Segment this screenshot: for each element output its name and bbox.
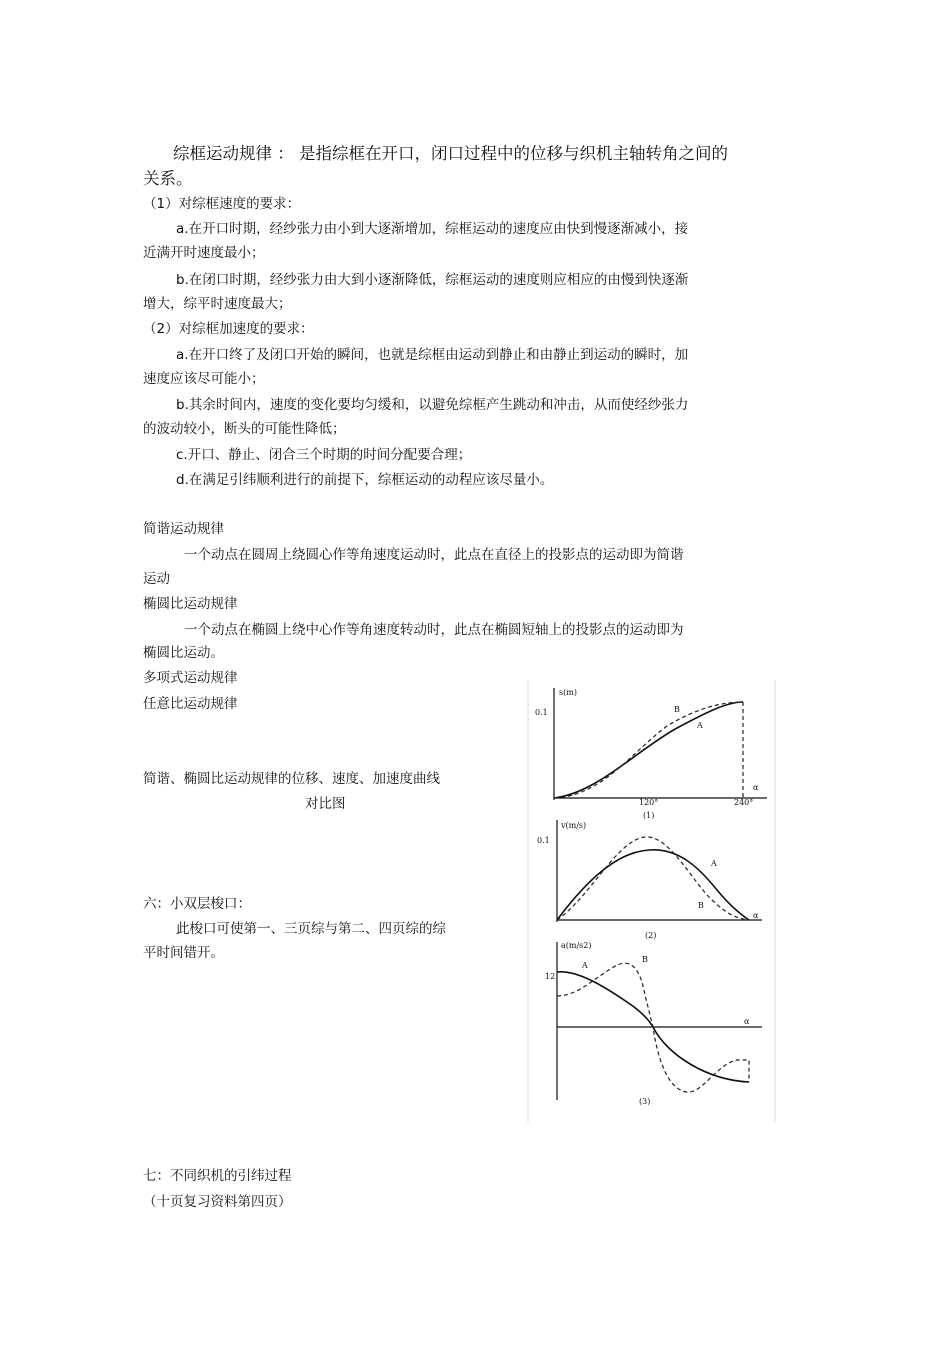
velocity-plot	[537, 820, 762, 940]
accel-a-line-1: a.在开口终了及闭口开始的瞬间，也就是综框由运动到静止和由静止到运动的瞬时，加	[176, 347, 689, 363]
p1-x-tick-240: 240°	[734, 798, 754, 807]
p2-x-label: α	[753, 911, 759, 920]
section-6-body-2: 平时间错开。	[143, 945, 224, 961]
p1-curve-a	[554, 702, 743, 798]
harmonic-desc-2: 运动	[143, 571, 170, 587]
p2-curve-a	[557, 850, 749, 920]
p2-y-label: v(m/s)	[561, 821, 587, 830]
speed-a-line-2: 近满开时速度最小；	[143, 245, 265, 261]
intro-line-1: 综框运动规律 ： 是指综框在开口，闭口过程中的位移与织机主轴转角之间的	[173, 144, 728, 163]
speed-b-line-2: 增大，综平时速度最大；	[143, 296, 292, 312]
p1-caption: (1)	[643, 811, 655, 820]
accel-c: c.开口、静止、闭合三个时期的时间分配要合理；	[176, 447, 472, 463]
p1-y-label: s(m)	[559, 688, 577, 697]
p1-label-b: B	[674, 705, 680, 714]
ellipse-desc-2: 椭圆比运动。	[143, 645, 224, 661]
ellipse-title: 椭圆比运动规律	[143, 596, 238, 612]
speed-b-line-1: b.在闭口时期，经纱张力由大到小逐渐降低，综框运动的速度则应相应的由慢到快逐渐	[176, 272, 689, 288]
p2-label-b: B	[698, 901, 704, 910]
comparison-caption-1: 简谐、椭圆比运动规律的位移、速度、加速度曲线	[143, 771, 440, 787]
accel-d: d.在满足引纬顺利进行的前提下，综框运动的动程应该尽量小。	[176, 472, 554, 488]
p1-curve-b	[554, 702, 743, 798]
p1-x-tick-120: 120°	[639, 798, 659, 807]
p1-y-tick: 0.1	[535, 708, 548, 717]
comparison-caption-2: 对比图	[305, 796, 346, 812]
ellipse-desc-1: 一个动点在椭圆上绕中心作等角速度转动时，此点在椭圆短轴上的投影点的运动即为	[184, 622, 684, 638]
section-7-title: 七：不同织机的引纬过程	[143, 1168, 292, 1184]
p2-y-tick: 0.1	[537, 836, 550, 845]
intro-line-2: 关系。	[143, 169, 193, 188]
p1-x-label: α	[753, 783, 759, 792]
p2-caption: (2)	[645, 931, 657, 940]
p3-x-label: α	[744, 1017, 750, 1026]
acceleration-plot	[545, 941, 762, 1106]
accel-b-line-2: 的波动较小，断头的可能性降低；	[143, 421, 346, 437]
accel-b-line-1: b.其余时间内，速度的变化要均匀缓和，以避免综框产生跳动和冲击，从而使经纱张力	[176, 397, 689, 413]
p3-label-b: B	[642, 955, 648, 964]
accel-heading: （2）对综框加速度的要求：	[143, 321, 314, 337]
p1-label-a: A	[697, 721, 703, 730]
speed-a-line-1: a.在开口时期，经纱张力由小到大逐渐增加，综框运动的速度应由快到慢逐渐减小，接	[176, 221, 689, 237]
section-7-note: （十页复习资料第四页）	[143, 1194, 292, 1210]
harmonic-title: 简谐运动规律	[143, 521, 224, 537]
p3-y-tick: 12	[545, 972, 556, 981]
p3-curve-b	[557, 963, 749, 1092]
arbitrary-title: 任意比运动规律	[143, 696, 238, 712]
displacement-plot	[535, 688, 767, 820]
section-6-body-1: 此梭口可使第一、三页综与第二、四页综的综	[176, 921, 446, 937]
polynomial-title: 多项式运动规律	[143, 670, 238, 686]
speed-heading: （1）对综框速度的要求：	[143, 196, 301, 212]
harmonic-desc-1: 一个动点在圆周上绕圆心作等角速度运动时，此点在直径上的投影点的运动即为简谐	[184, 547, 684, 563]
motion-comparison-figure	[527, 680, 777, 1122]
p3-y-label: a(m/s2)	[561, 941, 592, 950]
section-6-title: 六：小双层梭口：	[143, 896, 251, 912]
p3-label-a: A	[582, 961, 588, 970]
p2-label-a: A	[711, 859, 717, 868]
p3-caption: (3)	[639, 1097, 651, 1106]
accel-a-line-2: 速度应该尽可能小；	[143, 371, 265, 387]
